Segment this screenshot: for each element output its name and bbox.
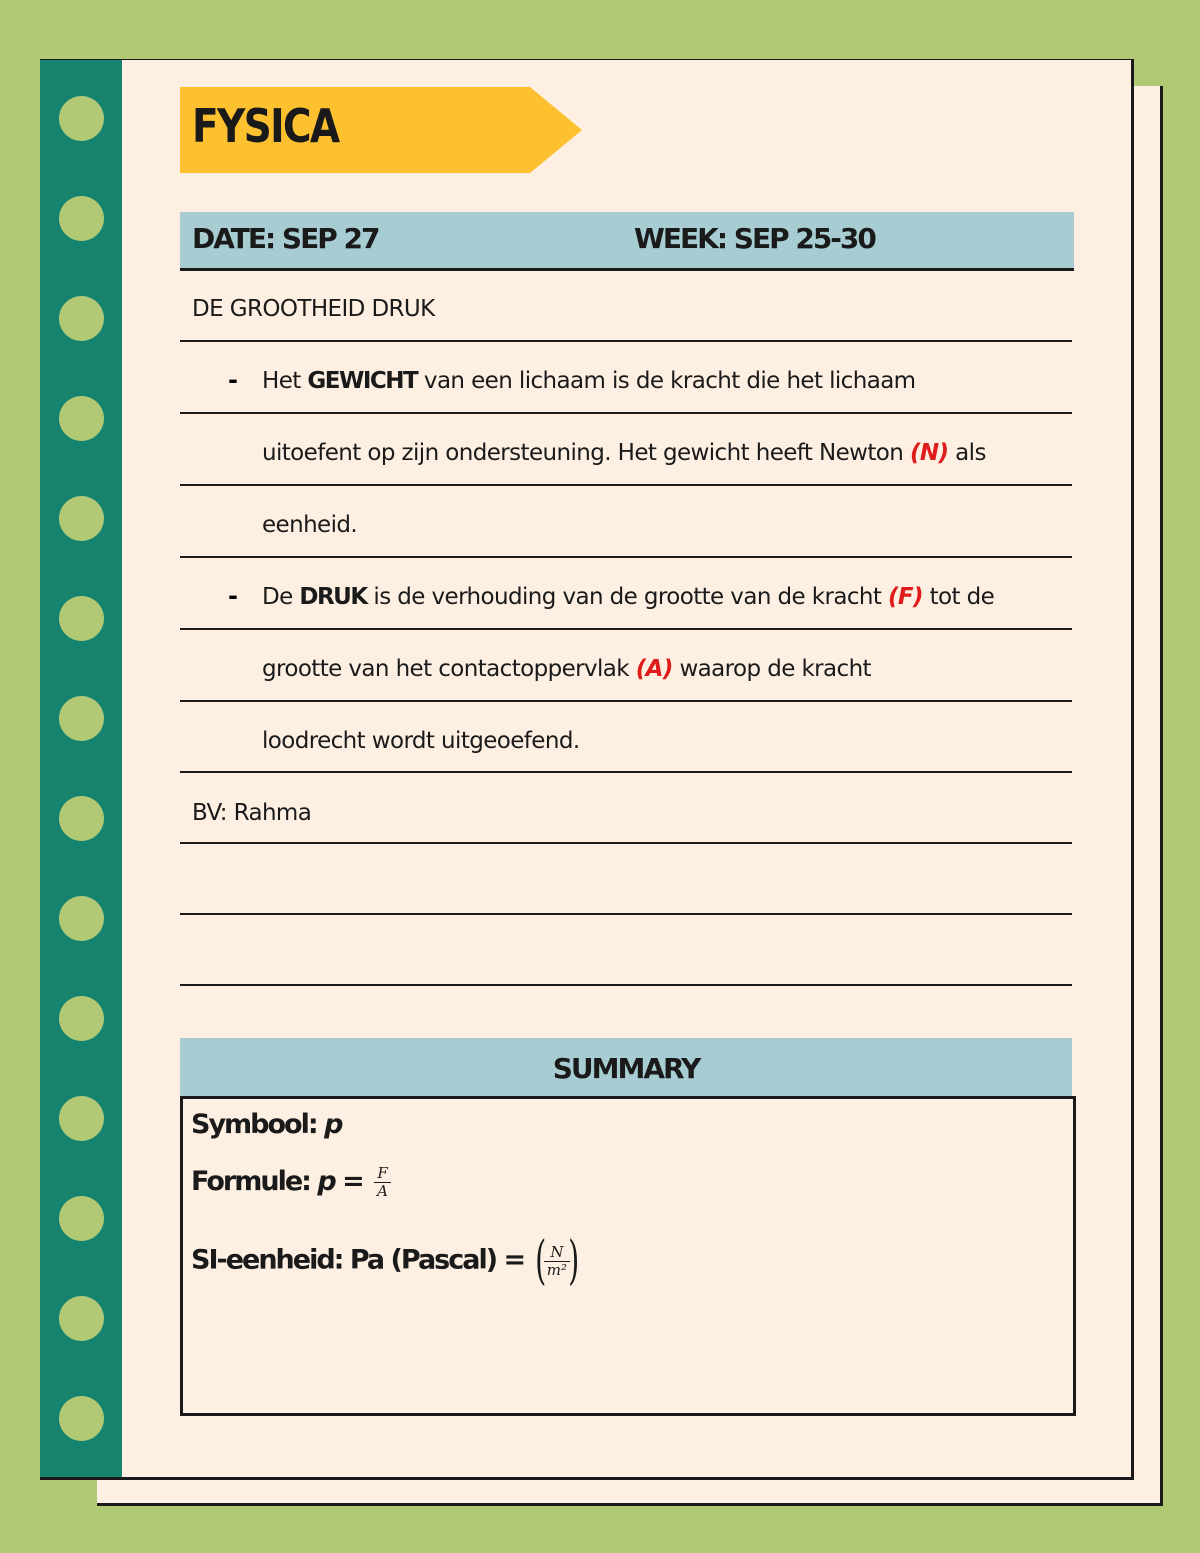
- text-segment: van een lichaam is de kracht die het lichaam: [417, 368, 916, 394]
- text-segment: waarop de kracht: [672, 656, 871, 682]
- binder-hole: [59, 696, 104, 741]
- left-paren: (: [535, 1231, 546, 1291]
- ruled-line: [180, 842, 1072, 844]
- bullet1-line3: eenheid.: [262, 512, 358, 538]
- binder-hole: [59, 96, 104, 141]
- binder-hole: [59, 1296, 104, 1341]
- binder-hole: [59, 1096, 104, 1141]
- date-label: DATE: SEP 27: [192, 222, 379, 255]
- binder-hole: [59, 796, 104, 841]
- symbol-value: p: [324, 1109, 342, 1140]
- ruled-line: [180, 771, 1072, 773]
- bullet-dash: -: [228, 366, 238, 394]
- equals-sign: =: [334, 1166, 371, 1197]
- symbol-row: [191, 1109, 341, 1140]
- binder-hole: [59, 596, 104, 641]
- si-unit-row: [191, 1231, 582, 1291]
- title-banner: [180, 87, 582, 173]
- si-unit-fraction: [544, 1244, 570, 1279]
- formula-row: [191, 1165, 391, 1200]
- bold-term-gewicht: GEWICHT: [307, 368, 418, 394]
- ruled-line: [180, 340, 1072, 342]
- ruled-line: [180, 412, 1072, 414]
- symbol-a: (A): [635, 656, 673, 682]
- summary-header: [180, 1038, 1072, 1096]
- formula-variable: p: [317, 1166, 335, 1197]
- text-segment: is de verhouding van de grootte van de kracht: [366, 584, 888, 610]
- notebook-page: [40, 59, 1134, 1480]
- ruled-line: [180, 628, 1072, 630]
- fraction-denominator: A: [377, 1182, 388, 1200]
- binder-hole: [59, 896, 104, 941]
- bullet1-line2: [262, 440, 986, 466]
- binder-hole: [59, 996, 104, 1041]
- notebook-spine: [40, 60, 122, 1477]
- bold-term-druk: DRUK: [299, 584, 367, 610]
- bullet2-line1: [262, 584, 994, 610]
- bullet1-line1: [262, 368, 916, 394]
- text-segment: uitoefent op zijn ondersteuning. Het gewicht heeft Newton: [262, 440, 910, 466]
- right-paren: ): [568, 1231, 579, 1291]
- fraction-denominator: m²: [546, 1260, 568, 1279]
- binder-hole: [59, 296, 104, 341]
- summary-title: SUMMARY: [552, 1052, 700, 1085]
- text-segment: De: [262, 584, 300, 610]
- ruled-line: [180, 484, 1072, 486]
- binder-hole: [59, 1196, 104, 1241]
- text-segment: grootte van het contactoppervlak: [262, 656, 636, 682]
- unit-symbol-n: (N): [909, 440, 949, 466]
- bullet2-line3: loodrecht wordt uitgeoefend.: [262, 728, 580, 754]
- formula-fraction: [374, 1165, 391, 1200]
- si-unit-label: SI-eenheid: Pa (Pascal) =: [191, 1244, 532, 1276]
- bullet2-line2: [262, 656, 871, 682]
- bullet-dash: -: [228, 582, 238, 610]
- fraction-numerator: F: [374, 1165, 391, 1183]
- ruled-line: [180, 984, 1072, 986]
- summary-box: [180, 1096, 1076, 1416]
- ruled-line: [180, 913, 1072, 915]
- date-week-bar: [180, 212, 1074, 271]
- week-label: WEEK: SEP 25-30: [634, 222, 875, 255]
- notes-heading: DE GROOTHEID DRUK: [192, 296, 435, 322]
- ruled-line: [180, 556, 1072, 558]
- binder-hole: [59, 396, 104, 441]
- example-text: BV: Rahma: [192, 800, 312, 826]
- text-segment: als: [948, 440, 986, 466]
- ruled-line: [180, 700, 1072, 702]
- symbol-label: Symbool:: [191, 1109, 325, 1140]
- binder-hole: [59, 196, 104, 241]
- symbol-f: (F): [887, 584, 923, 610]
- text-segment: Het: [262, 368, 308, 394]
- binder-hole: [59, 496, 104, 541]
- binder-hole: [59, 1396, 104, 1441]
- text-segment: tot de: [922, 584, 995, 610]
- fraction-numerator: N: [544, 1244, 570, 1262]
- page-title: FYSICA: [192, 99, 339, 153]
- formula-label: Formule:: [191, 1166, 318, 1197]
